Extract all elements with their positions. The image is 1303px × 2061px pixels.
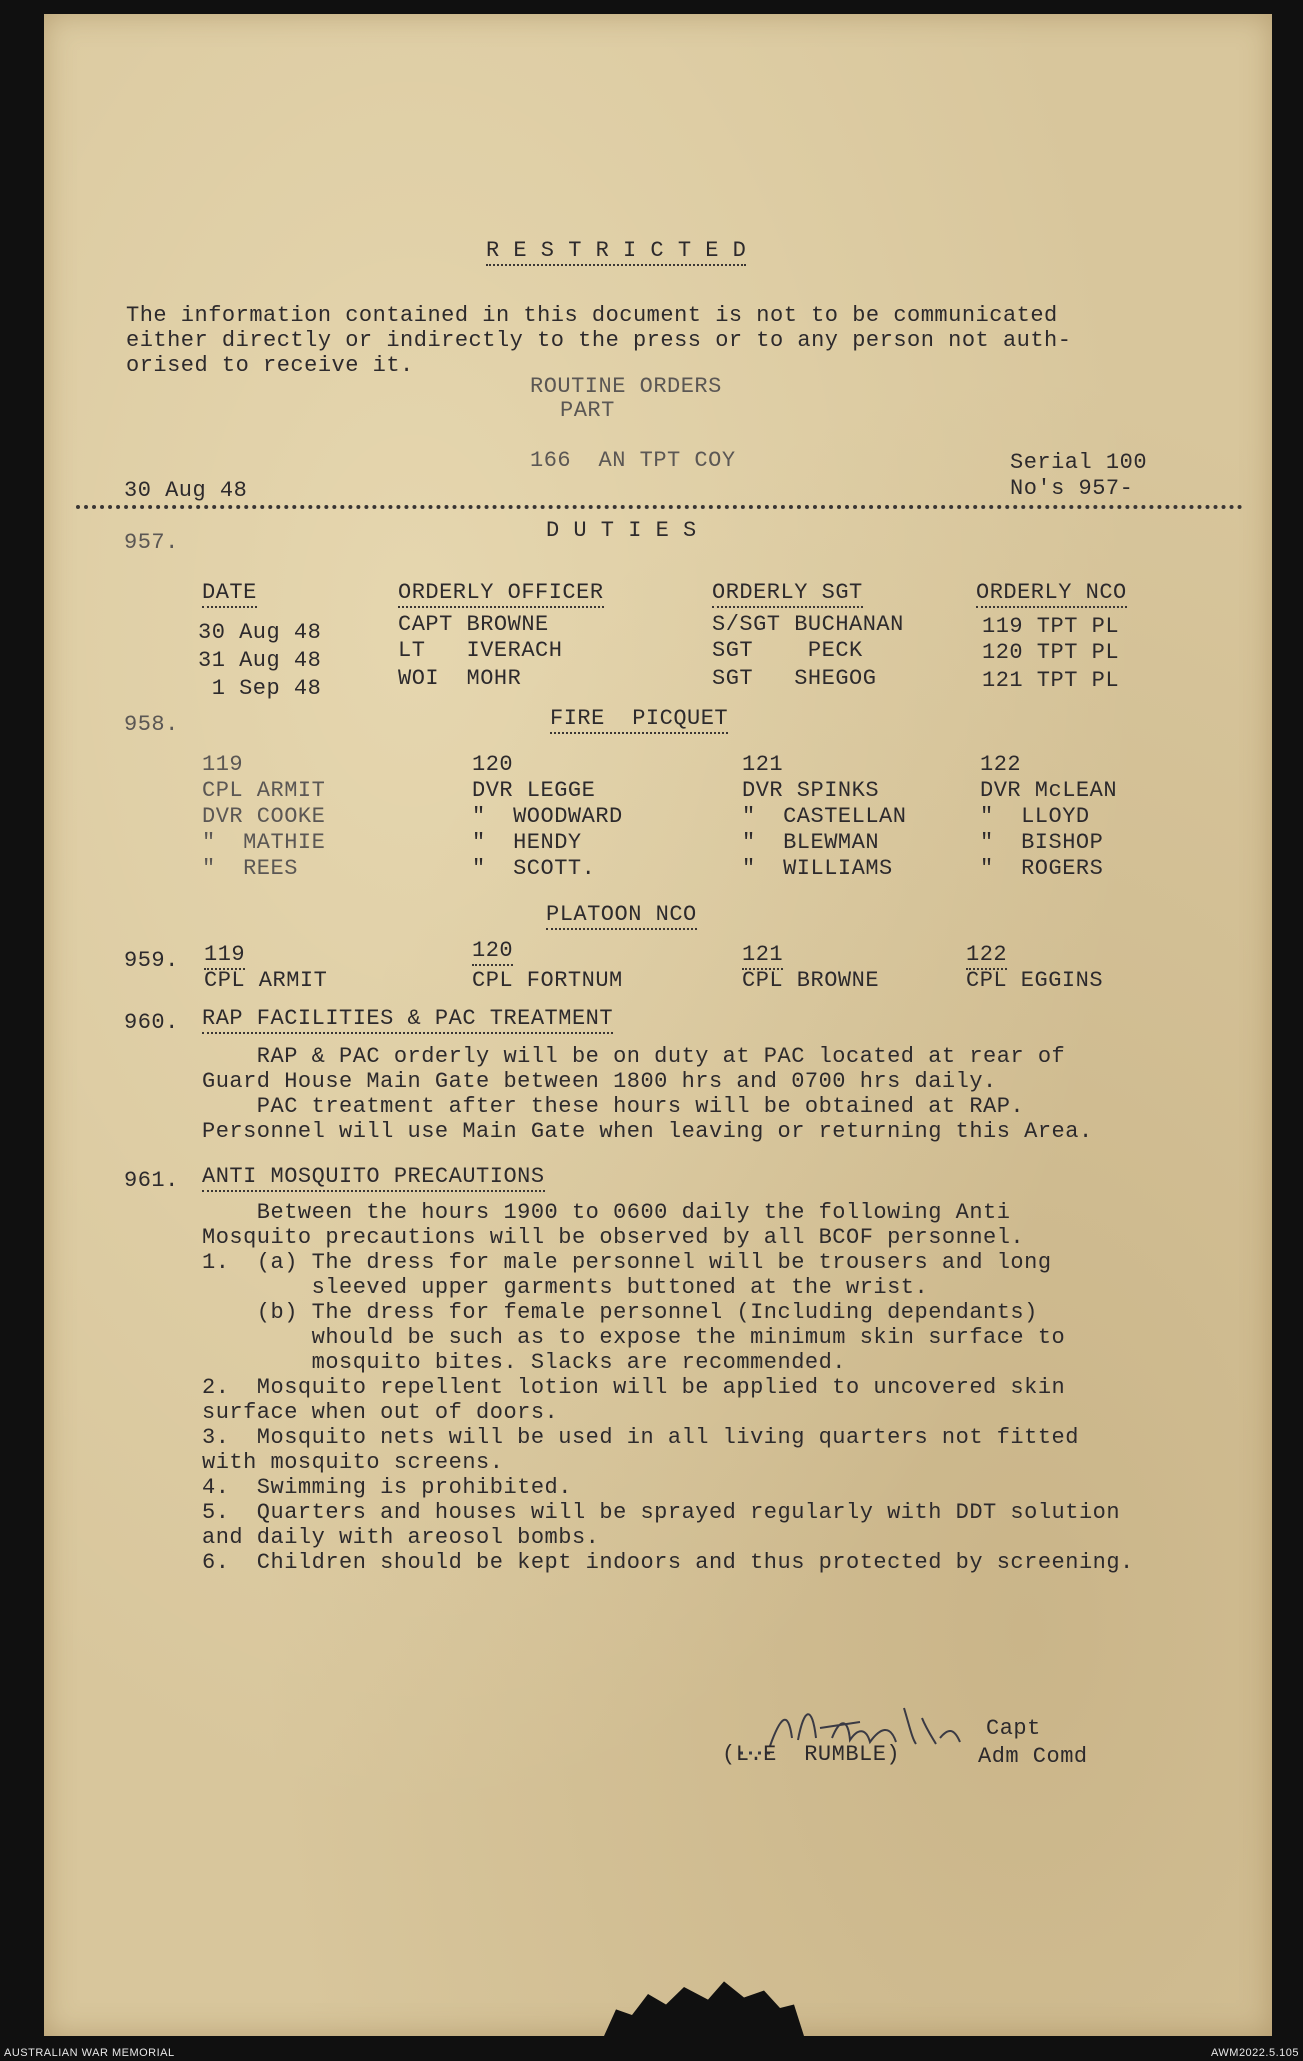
mosquito-heading: ANTI MOSQUITO PRECAUTIONS	[202, 1164, 545, 1192]
picquet-member: " ROGERS	[980, 856, 1104, 881]
picquet-member: " WOODWARD	[472, 804, 623, 829]
picquet-member: " MATHIE	[202, 830, 326, 855]
picquet-member: " BISHOP	[980, 830, 1104, 855]
mosquito-line: 3. Mosquito nets will be used in all living quarters not fitted	[202, 1425, 1079, 1450]
rap-line: Guard House Main Gate between 1800 hrs and 0700 hrs daily.	[202, 1069, 997, 1094]
duty-date: 30 Aug 48	[198, 620, 322, 645]
mosquito-line: 6. Children should be kept indoors and thus protected by screening.	[202, 1550, 1134, 1575]
section-number-958: 958.	[124, 712, 179, 737]
platoon-nco-name: CPL EGGINS	[966, 968, 1104, 993]
unit-name: 166 AN TPT COY	[530, 448, 736, 473]
col-orderly-nco: ORDERLY NCO	[976, 580, 1127, 608]
mosquito-line: Mosquito precautions will be observed by all BCOF personnel.	[202, 1225, 1025, 1250]
platoon-nco-name: CPL FORTNUM	[472, 968, 623, 993]
order-numbers: No's 957-	[1010, 476, 1134, 501]
col-orderly-officer: ORDERLY OFFICER	[398, 580, 604, 608]
platoon-number: 119	[204, 942, 245, 970]
torn-edge	[604, 1966, 804, 2036]
picquet-member: " LLOYD	[980, 804, 1090, 829]
mosquito-line: sleeved upper garments buttoned at the wrist.	[202, 1275, 929, 1300]
mosquito-line: 4. Swimming is prohibited.	[202, 1475, 572, 1500]
duty-officer: WOI MOHR	[398, 666, 522, 691]
fire-picquet-heading: FIRE PICQUET	[550, 706, 728, 734]
section-number-960: 960.	[124, 1010, 179, 1035]
picquet-member: " SCOTT.	[472, 856, 596, 881]
warning-line-3: orised to receive it.	[126, 353, 414, 378]
signatory-rank: Capt	[986, 1716, 1041, 1741]
picquet-member: DVR SPINKS	[742, 778, 880, 803]
picquet-member: CPL ARMIT	[202, 778, 326, 803]
serial-number: Serial 100	[1010, 450, 1148, 475]
mosquito-line: (b) The dress for female personnel (Including dependants)	[202, 1300, 1038, 1325]
duty-nco: 119 TPT PL	[982, 614, 1120, 639]
col-date: DATE	[202, 580, 257, 608]
mosquito-line: with mosquito screens.	[202, 1450, 504, 1475]
platoon-number: 119	[202, 752, 244, 777]
warning-line-2: either directly or indirectly to the press or to any person not auth-	[126, 328, 1072, 353]
signatory-name: (L.E RUMBLE)	[722, 1742, 901, 1767]
picquet-member: DVR McLEAN	[980, 778, 1118, 803]
picquet-member: " HENDY	[472, 830, 582, 855]
picquet-member: " CASTELLAN	[742, 804, 907, 829]
platoon-number: 122	[980, 752, 1022, 777]
duty-date: 1 Sep 48	[198, 676, 322, 701]
duty-officer: CAPT BROWNE	[398, 612, 549, 637]
signatory-appointment: Adm Comd	[978, 1744, 1088, 1769]
orders-part: PART	[560, 398, 615, 423]
duty-sgt: SGT SHEGOG	[712, 666, 877, 691]
order-date: 30 Aug 48	[124, 478, 248, 503]
mosquito-line: 2. Mosquito repellent lotion will be applied to uncovered skin	[202, 1375, 1066, 1400]
duty-nco: 120 TPT PL	[982, 640, 1120, 665]
platoon-nco-heading: PLATOON NCO	[546, 902, 697, 930]
orders-title: ROUTINE ORDERS	[530, 374, 722, 399]
platoon-number: 120	[472, 938, 513, 966]
mosquito-line: surface when out of doors.	[202, 1400, 559, 1425]
platoon-number: 122	[966, 942, 1007, 970]
picquet-member: " BLEWMAN	[742, 830, 880, 855]
footer-credit: AUSTRALIAN WAR MEMORIAL	[4, 2047, 175, 2059]
picquet-member: DVR LEGGE	[472, 778, 596, 803]
footer-accession-number: AWM2022.5.105	[1210, 2047, 1299, 2059]
platoon-number: 121	[742, 942, 783, 970]
platoon-number: 120	[472, 752, 514, 777]
mosquito-line: mosquito bites. Slacks are recommended.	[202, 1350, 847, 1375]
mosquito-line: 1. (a) The dress for male personnel will be trousers and long	[202, 1250, 1052, 1275]
section-number-959: 959.	[124, 948, 179, 973]
section-number-961: 961.	[124, 1168, 179, 1193]
mosquito-line: and daily with areosol bombs.	[202, 1525, 600, 1550]
picquet-member: " WILLIAMS	[742, 856, 893, 881]
col-orderly-sgt: ORDERLY SGT	[712, 580, 863, 608]
platoon-nco-name: CPL BROWNE	[742, 968, 880, 993]
mosquito-line: 5. Quarters and houses will be sprayed regularly with DDT solution	[202, 1500, 1121, 1525]
duty-date: 31 Aug 48	[198, 648, 322, 673]
rap-heading: RAP FACILITIES & PAC TREATMENT	[202, 1006, 613, 1034]
picquet-member: " REES	[202, 856, 298, 881]
rap-line: RAP & PAC orderly will be on duty at PAC located at rear of	[202, 1044, 1066, 1069]
section-number-957: 957.	[124, 530, 179, 555]
duties-heading: D U T I E S	[546, 518, 697, 543]
rap-line: Personnel will use Main Gate when leaving or returning this Area.	[202, 1119, 1093, 1144]
mosquito-line: Between the hours 1900 to 0600 daily the following Anti	[202, 1200, 1011, 1225]
separator-line	[76, 505, 1243, 509]
picquet-member: DVR COOKE	[202, 804, 326, 829]
classification-heading: R E S T R I C T E D	[486, 238, 746, 266]
duty-officer: LT IVERACH	[398, 638, 563, 663]
rap-line: PAC treatment after these hours will be obtained at RAP.	[202, 1094, 1025, 1119]
platoon-number: 121	[742, 752, 784, 777]
duty-sgt: SGT PECK	[712, 638, 863, 663]
platoon-nco-name: CPL ARMIT	[204, 968, 328, 993]
mosquito-line: whould be such as to expose the minimum skin surface to	[202, 1325, 1066, 1350]
duty-sgt: S/SGT BUCHANAN	[712, 612, 904, 637]
warning-line-1: The information contained in this document is not to be communicated	[126, 303, 1058, 328]
duty-nco: 121 TPT PL	[982, 668, 1120, 693]
